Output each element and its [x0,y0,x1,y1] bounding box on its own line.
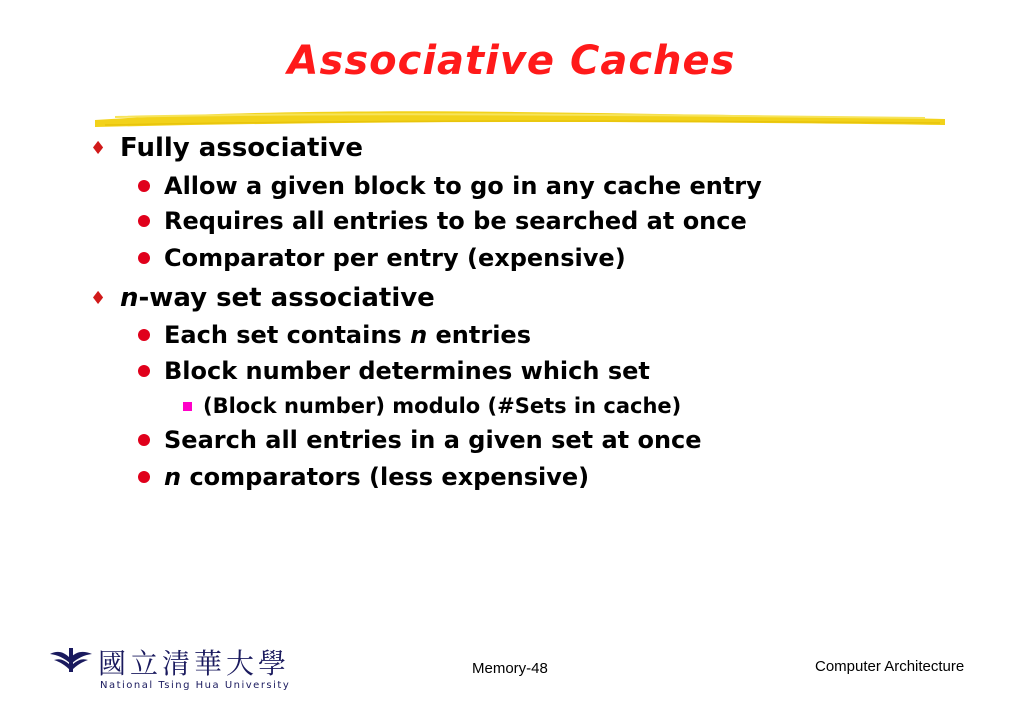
round-bullet-icon [138,434,150,446]
square-bullet-icon [183,402,192,411]
bullet-text-n: n [164,463,182,491]
slide-title: Associative Caches [287,38,736,84]
sub-bullet [138,463,589,491]
logo-english-name: National Tsing Hua University [100,680,291,691]
bullet-text: Allow a given block to go in any cache entry [164,172,762,200]
round-bullet-icon [138,215,150,227]
diamond-bullet-icon: ♦ [90,287,107,309]
round-bullet-icon [138,329,150,341]
logo-chinese-name: 國立清華大學 [98,647,291,680]
university-logo [48,642,291,698]
bullet-text: Block number determines which set [164,357,650,385]
sub-sub-bullet [183,394,681,418]
sub-bullet [138,426,702,454]
nthu-emblem-icon [48,646,94,674]
sub-bullet [138,207,747,235]
round-bullet-icon [138,365,150,377]
title-underline [95,108,945,130]
bullet-text: Search all entries in a given set at once [164,426,702,454]
bullet-text: comparators (less expensive) [181,463,590,491]
sub-bullet [138,321,531,349]
bullet-text-n: n [120,283,139,313]
bullet-text: entries [427,321,531,349]
sub-bullet [138,172,762,200]
round-bullet-icon [138,471,150,483]
slide-number: Memory-48 [472,660,548,677]
diamond-bullet-icon: ♦ [90,137,107,159]
bullet-text: (Block number) modulo (#Sets in cache) [203,394,682,418]
bullet-text: -way set associative [138,283,435,313]
round-bullet-icon [138,180,150,192]
sub-bullet [138,357,650,385]
bullet-text-n: n [410,321,428,349]
bullet-text: Fully associative [120,133,363,163]
bullet-fully-associative [90,133,363,163]
bullet-text: Each set contains [164,321,411,349]
bullet-n-way-set-associative [90,283,435,313]
course-name: Computer Architecture [815,658,965,675]
sub-bullet [138,244,626,272]
bullet-text: Requires all entries to be searched at once [164,207,747,235]
round-bullet-icon [138,252,150,264]
bullet-text: Comparator per entry (expensive) [164,244,626,272]
